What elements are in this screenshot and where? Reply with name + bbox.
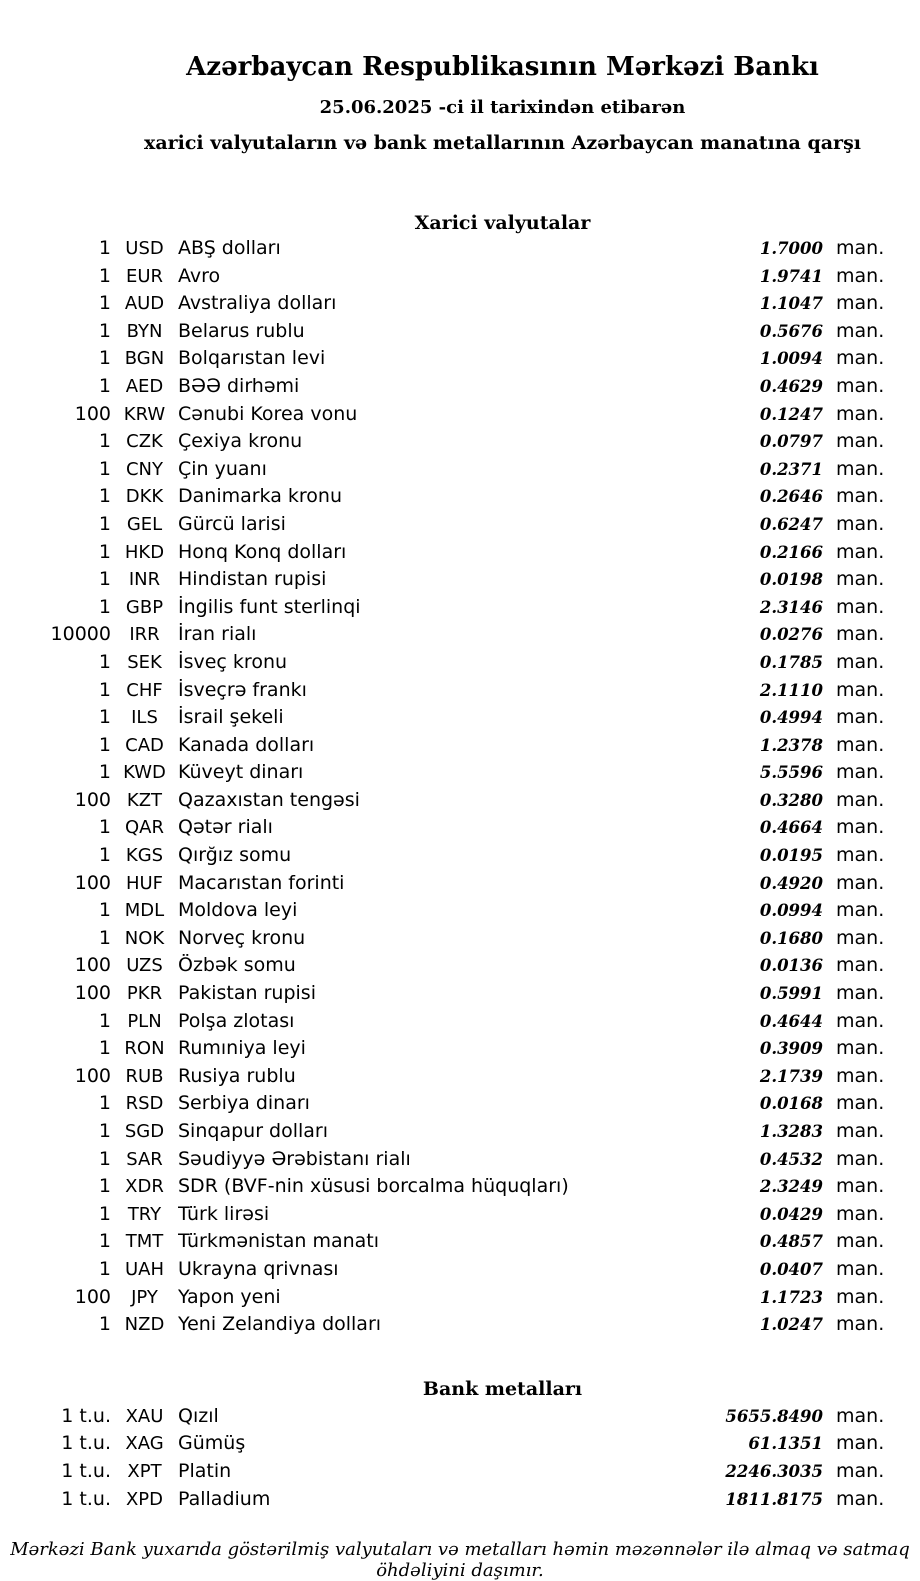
currency-unit: man. bbox=[836, 512, 885, 535]
currency-amount: 1 bbox=[98, 816, 111, 839]
currency-amount: 1 bbox=[98, 319, 111, 342]
currency-code: CNY bbox=[125, 458, 164, 480]
currency-name: Norveç kronu bbox=[178, 926, 306, 949]
currency-code: NOK bbox=[124, 927, 165, 949]
currency-rate: 0.4644 bbox=[759, 1011, 823, 1031]
currency-amount: 1 bbox=[98, 237, 111, 259]
currency-name: Danimarka kronu bbox=[178, 485, 343, 508]
currency-unit: man. bbox=[836, 816, 885, 839]
currency-rate: 2.1739 bbox=[759, 1066, 823, 1086]
currency-name: BƏƏ dirhəmi bbox=[178, 374, 300, 397]
currency-code: QAR bbox=[125, 817, 164, 839]
currency-unit: man. bbox=[836, 485, 885, 508]
currency-amount: 100 bbox=[74, 402, 111, 425]
currency-amount: 1 bbox=[98, 347, 111, 370]
currency-rate: 0.2646 bbox=[759, 487, 823, 507]
currency-unit: man. bbox=[836, 871, 885, 894]
currency-amount: 1 bbox=[98, 761, 111, 784]
currency-code: XDR bbox=[125, 1176, 164, 1198]
currency-code: BGN bbox=[124, 348, 165, 370]
currency-code: INR bbox=[128, 569, 161, 591]
currency-amount: 1 bbox=[98, 1037, 111, 1060]
currency-name: ABŞ dolları bbox=[178, 237, 281, 259]
currency-amount: 1 bbox=[98, 568, 111, 591]
currency-rate: 1.0094 bbox=[759, 349, 823, 369]
currency-rate: 0.0198 bbox=[759, 570, 823, 590]
currency-row bbox=[0, 428, 886, 456]
metal-code: XAG bbox=[125, 1433, 164, 1455]
currency-row bbox=[0, 814, 886, 842]
currency-unit: man. bbox=[836, 374, 885, 397]
currency-unit: man. bbox=[836, 1257, 885, 1280]
currency-rate: 5.5596 bbox=[759, 763, 823, 783]
metal-name: Gümüş bbox=[178, 1432, 246, 1455]
currency-row bbox=[0, 263, 886, 291]
currency-rate: 0.2371 bbox=[759, 459, 823, 479]
currency-rate: 0.0136 bbox=[759, 956, 823, 976]
currency-row bbox=[0, 1284, 886, 1312]
currency-unit: man. bbox=[836, 595, 885, 618]
currency-unit: man. bbox=[836, 1313, 885, 1336]
currency-name: Ukrayna qrivnası bbox=[178, 1257, 339, 1280]
currency-unit: man. bbox=[836, 540, 885, 563]
currency-name: Sinqapur dolları bbox=[178, 1120, 329, 1142]
page-subtitle: xarici valyutaların və bank metallarının Azərbaycan manatına qarşı bbox=[144, 132, 861, 154]
metal-name: Palladium bbox=[178, 1487, 271, 1510]
currency-unit: man. bbox=[836, 264, 885, 287]
currency-rate: 0.0195 bbox=[759, 846, 823, 866]
currency-row bbox=[0, 952, 886, 980]
currency-unit: man. bbox=[836, 1092, 885, 1115]
currency-name: Avro bbox=[178, 264, 221, 287]
currencies-table bbox=[0, 235, 920, 1339]
currency-name: Bolqarıstan levi bbox=[178, 347, 326, 370]
metal-rate: 5655.8490 bbox=[725, 1406, 823, 1426]
currency-rate: 1.1047 bbox=[759, 294, 823, 314]
currency-code: KWD bbox=[123, 762, 166, 784]
currency-unit: man. bbox=[836, 457, 885, 480]
currency-amount: 1 bbox=[98, 430, 111, 453]
currency-name: Yapon yeni bbox=[178, 1285, 281, 1308]
currency-rate: 1.0247 bbox=[759, 1315, 823, 1335]
currency-unit: man. bbox=[836, 1285, 885, 1308]
currency-amount: 100 bbox=[74, 954, 111, 977]
currency-code: RUB bbox=[125, 1065, 164, 1087]
disclaimer-text: Mərkəzi Bank yuxarıda göstərilmiş valyutaları və metalları həmin məzənnələr ilə almaq və satmaq öhdəliyini daşımır. bbox=[10, 1539, 910, 1581]
currency-name: İsveçrə frankı bbox=[178, 678, 307, 701]
currency-unit: man. bbox=[836, 678, 885, 701]
currency-rate: 0.0168 bbox=[759, 1094, 823, 1114]
currency-unit: man. bbox=[836, 402, 885, 425]
metal-name: Platin bbox=[178, 1459, 232, 1482]
currency-rate: 0.1680 bbox=[759, 928, 823, 948]
metal-row bbox=[0, 1458, 886, 1486]
currency-name: Qazaxıstan tengəsi bbox=[178, 788, 360, 811]
currency-amount: 1 bbox=[98, 678, 111, 701]
currency-amount: 100 bbox=[74, 1285, 111, 1308]
currency-row bbox=[0, 1173, 886, 1201]
currency-code: TRY bbox=[127, 1203, 162, 1225]
currency-name: Küveyt dinarı bbox=[178, 761, 304, 784]
metal-amount: 1 t.u. bbox=[61, 1432, 111, 1455]
currency-rate: 0.4664 bbox=[759, 818, 823, 838]
currency-amount: 100 bbox=[74, 982, 111, 1005]
currency-row bbox=[0, 594, 886, 622]
metal-row bbox=[0, 1430, 886, 1458]
currency-amount: 100 bbox=[74, 871, 111, 894]
currency-name: İran rialı bbox=[178, 623, 257, 646]
currency-amount: 10000 bbox=[50, 623, 111, 646]
currency-code: SGD bbox=[124, 1121, 165, 1142]
currency-row bbox=[0, 842, 886, 870]
currency-amount: 1 bbox=[98, 1092, 111, 1115]
currency-row bbox=[0, 649, 886, 677]
currency-unit: man. bbox=[836, 982, 885, 1005]
currency-amount: 1 bbox=[98, 374, 111, 397]
currency-row bbox=[0, 1146, 886, 1174]
currency-unit: man. bbox=[836, 347, 885, 370]
currency-code: PLN bbox=[127, 1010, 162, 1032]
currency-amount: 1 bbox=[98, 264, 111, 287]
currency-row bbox=[0, 345, 886, 373]
currency-name: Moldova leyi bbox=[178, 899, 298, 922]
currency-code: AUD bbox=[124, 293, 165, 315]
currency-row bbox=[0, 483, 886, 511]
currency-unit: man. bbox=[836, 1009, 885, 1032]
currency-unit: man. bbox=[836, 788, 885, 811]
currency-unit: man. bbox=[836, 761, 885, 784]
currency-row bbox=[0, 1035, 886, 1063]
currency-unit: man. bbox=[836, 926, 885, 949]
currency-code: HKD bbox=[124, 541, 165, 563]
currency-unit: man. bbox=[836, 899, 885, 922]
currency-unit: man. bbox=[836, 733, 885, 756]
currency-rate: 0.4920 bbox=[759, 873, 823, 893]
page-header bbox=[85, 0, 920, 155]
currency-rate: 0.4532 bbox=[759, 1149, 823, 1169]
currency-name: İsveç kronu bbox=[178, 650, 288, 673]
currency-name: SDR (BVF-nin xüsusi borcalma hüquqları) bbox=[178, 1175, 569, 1198]
metal-name: Qızıl bbox=[178, 1404, 219, 1427]
currency-rate: 0.0797 bbox=[759, 432, 823, 452]
currency-unit: man. bbox=[836, 954, 885, 977]
metal-amount: 1 t.u. bbox=[61, 1404, 111, 1427]
currency-rate: 0.4994 bbox=[759, 708, 823, 728]
currency-name: Belarus rublu bbox=[178, 319, 305, 342]
currency-rate: 0.2166 bbox=[759, 542, 823, 562]
currency-unit: man. bbox=[836, 1120, 885, 1142]
currency-row bbox=[0, 677, 886, 705]
currency-rate: 0.5991 bbox=[759, 984, 823, 1004]
currency-code: SAR bbox=[126, 1148, 163, 1170]
currency-name: Pakistan rupisi bbox=[178, 982, 316, 1005]
currency-code: IRR bbox=[129, 624, 160, 646]
currency-rate: 1.2378 bbox=[759, 735, 823, 755]
currency-row bbox=[0, 870, 886, 898]
currency-rate: 0.1785 bbox=[759, 652, 823, 672]
metal-amount: 1 t.u. bbox=[61, 1459, 111, 1482]
currency-row bbox=[0, 1311, 886, 1339]
metal-unit: man. bbox=[836, 1459, 885, 1482]
currency-code: EUR bbox=[125, 265, 164, 287]
currency-code: NZD bbox=[124, 1314, 165, 1336]
currency-code: GEL bbox=[126, 513, 163, 535]
currency-name: Özbək somu bbox=[178, 954, 296, 977]
currency-unit: man. bbox=[836, 1064, 885, 1087]
currency-amount: 1 bbox=[98, 595, 111, 618]
currency-rate: 0.3280 bbox=[759, 790, 823, 810]
currency-amount: 1 bbox=[98, 457, 111, 480]
currency-name: Qətər rialı bbox=[178, 816, 273, 839]
metal-unit: man. bbox=[836, 1487, 885, 1510]
currency-code: KZT bbox=[126, 789, 163, 811]
currency-row bbox=[0, 1118, 886, 1146]
currency-code: CZK bbox=[126, 431, 163, 453]
currency-name: Macarıstan forinti bbox=[178, 871, 345, 894]
currency-amount: 1 bbox=[98, 1175, 111, 1198]
currency-amount: 1 bbox=[98, 1313, 111, 1336]
currency-row bbox=[0, 511, 886, 539]
currency-unit: man. bbox=[836, 237, 885, 259]
currency-row bbox=[0, 980, 886, 1008]
page-title: Azərbaycan Respublikasının Mərkəzi Bankı bbox=[186, 52, 819, 82]
currency-code: TMT bbox=[125, 1231, 164, 1253]
currency-code: PKR bbox=[126, 983, 163, 1005]
currency-name: Türk lirəsi bbox=[178, 1202, 270, 1225]
currency-code: UAH bbox=[124, 1258, 165, 1280]
currency-code: JPY bbox=[131, 1286, 158, 1308]
currency-row bbox=[0, 566, 886, 594]
currency-name: Çexiya kronu bbox=[178, 430, 303, 453]
currency-unit: man. bbox=[836, 568, 885, 591]
currency-unit: man. bbox=[836, 1037, 885, 1060]
currency-name: Polşa zlotası bbox=[178, 1009, 295, 1032]
currency-code: CAD bbox=[125, 734, 164, 756]
currency-rate: 0.5676 bbox=[759, 321, 823, 341]
currency-name: Avstraliya dolları bbox=[178, 292, 337, 315]
metal-amount: 1 t.u. bbox=[61, 1487, 111, 1510]
currency-name: Qırğız somu bbox=[178, 844, 292, 867]
currency-amount: 100 bbox=[74, 1064, 111, 1087]
currencies-section-title: Xarici valyutalar bbox=[414, 212, 591, 234]
currency-amount: 1 bbox=[98, 926, 111, 949]
currency-row bbox=[0, 925, 886, 953]
currency-row bbox=[0, 539, 886, 567]
currency-row bbox=[0, 318, 886, 346]
currency-code: ILS bbox=[131, 707, 158, 729]
currency-name: Cənubi Korea vonu bbox=[178, 402, 358, 425]
metal-code: XAU bbox=[125, 1405, 164, 1427]
currency-amount: 1 bbox=[98, 292, 111, 315]
currency-row bbox=[0, 897, 886, 925]
currency-row bbox=[0, 759, 886, 787]
currency-rate: 2.3146 bbox=[759, 597, 823, 617]
currency-code: UZS bbox=[126, 955, 163, 977]
currency-name: İngilis funt sterlinqi bbox=[178, 595, 361, 618]
currency-row bbox=[0, 235, 886, 263]
currency-code: HUF bbox=[125, 872, 164, 894]
currency-row bbox=[0, 732, 886, 760]
currency-amount: 1 bbox=[98, 899, 111, 922]
currency-unit: man. bbox=[836, 1147, 885, 1170]
currency-unit: man. bbox=[836, 1202, 885, 1225]
currency-code: SEK bbox=[127, 651, 162, 673]
currency-row bbox=[0, 621, 886, 649]
currency-rate: 1.7000 bbox=[759, 239, 823, 258]
currency-amount: 100 bbox=[74, 788, 111, 811]
currency-unit: man. bbox=[836, 430, 885, 453]
currency-code: CHF bbox=[126, 679, 163, 701]
currency-code: KRW bbox=[123, 403, 166, 425]
currency-unit: man. bbox=[836, 292, 885, 315]
currency-amount: 1 bbox=[98, 1257, 111, 1280]
currency-amount: 1 bbox=[98, 1120, 111, 1142]
currency-name: Gürcü larisi bbox=[178, 512, 286, 535]
currency-unit: man. bbox=[836, 623, 885, 646]
currency-amount: 1 bbox=[98, 844, 111, 867]
currency-row bbox=[0, 787, 886, 815]
metals-section-title: Bank metalları bbox=[422, 1377, 583, 1400]
currency-rate: 0.0407 bbox=[759, 1259, 823, 1279]
currency-code: USD bbox=[125, 238, 164, 259]
currency-rate: 1.9741 bbox=[759, 266, 823, 286]
currency-name: Rusiya rublu bbox=[178, 1064, 296, 1087]
currency-amount: 1 bbox=[98, 1230, 111, 1253]
currency-rate: 0.0429 bbox=[759, 1204, 823, 1224]
currency-code: MDL bbox=[124, 900, 165, 922]
currency-name: Rumıniya leyi bbox=[178, 1037, 306, 1060]
currency-rate: 2.1110 bbox=[759, 680, 823, 700]
currency-name: Hindistan rupisi bbox=[178, 568, 327, 591]
currency-name: Yeni Zelandiya dolları bbox=[178, 1313, 382, 1336]
currency-name: Honq Konq dolları bbox=[178, 540, 347, 563]
currency-unit: man. bbox=[836, 319, 885, 342]
currency-unit: man. bbox=[836, 650, 885, 673]
currency-name: İsrail şekeli bbox=[178, 706, 284, 729]
currency-rate: 0.6247 bbox=[759, 514, 823, 534]
metal-unit: man. bbox=[836, 1432, 885, 1455]
currency-row bbox=[0, 1008, 886, 1036]
currency-amount: 1 bbox=[98, 540, 111, 563]
metal-rate: 2246.3035 bbox=[725, 1461, 823, 1481]
currency-rate: 0.4857 bbox=[759, 1232, 823, 1252]
metal-rate: 61.1351 bbox=[748, 1434, 823, 1454]
currency-amount: 1 bbox=[98, 733, 111, 756]
metal-code: XPT bbox=[127, 1460, 162, 1482]
currency-rate: 0.4629 bbox=[759, 376, 823, 396]
currency-rate: 0.3909 bbox=[759, 1039, 823, 1059]
currency-row bbox=[0, 290, 886, 318]
currency-row bbox=[0, 1201, 886, 1229]
currency-amount: 1 bbox=[98, 1147, 111, 1170]
currency-code: AED bbox=[125, 375, 164, 397]
currency-rate: 0.0276 bbox=[759, 625, 823, 645]
currency-code: GBP bbox=[125, 596, 164, 618]
currency-row bbox=[0, 1228, 886, 1256]
metal-code: XPD bbox=[125, 1488, 164, 1510]
currency-amount: 1 bbox=[98, 1009, 111, 1032]
metal-row bbox=[0, 1486, 886, 1514]
currency-row bbox=[0, 373, 886, 401]
currency-row bbox=[0, 1256, 886, 1284]
currency-amount: 1 bbox=[98, 485, 111, 508]
currency-code: RON bbox=[124, 1038, 165, 1060]
currency-rate: 2.3249 bbox=[759, 1177, 823, 1197]
currency-amount: 1 bbox=[98, 1202, 111, 1225]
currency-code: RSD bbox=[125, 1093, 164, 1115]
currency-amount: 1 bbox=[98, 512, 111, 535]
currency-rate: 0.0994 bbox=[759, 901, 823, 921]
currency-name: Serbiya dinarı bbox=[178, 1092, 310, 1115]
metal-unit: man. bbox=[836, 1404, 885, 1427]
currency-row bbox=[0, 401, 886, 429]
currency-row bbox=[0, 1090, 886, 1118]
currency-unit: man. bbox=[836, 1230, 885, 1253]
currency-rate: 1.1723 bbox=[759, 1287, 823, 1307]
currency-unit: man. bbox=[836, 706, 885, 729]
currency-row bbox=[0, 704, 886, 732]
currency-amount: 1 bbox=[98, 650, 111, 673]
metal-row bbox=[0, 1403, 886, 1431]
metals-table bbox=[0, 1403, 920, 1513]
metal-rate: 1811.8175 bbox=[725, 1489, 823, 1509]
currency-unit: man. bbox=[836, 844, 885, 867]
currency-unit: man. bbox=[836, 1175, 885, 1198]
currency-row bbox=[0, 1063, 886, 1091]
currency-code: KGS bbox=[125, 845, 164, 867]
currency-amount: 1 bbox=[98, 706, 111, 729]
currency-name: Çin yuanı bbox=[178, 457, 267, 480]
currency-rate: 0.1247 bbox=[759, 404, 823, 424]
currency-name: Kanada dolları bbox=[178, 733, 315, 756]
currency-name: Türkmənistan manatı bbox=[178, 1230, 380, 1253]
currency-rate: 1.3283 bbox=[759, 1122, 823, 1141]
effective-date: 25.06.2025 -ci il tarixindən etibarən bbox=[319, 97, 686, 118]
currency-code: BYN bbox=[126, 320, 163, 342]
currency-row bbox=[0, 456, 886, 484]
currency-code: DKK bbox=[125, 486, 164, 508]
currency-name: Səudiyyə Ərəbistanı rialı bbox=[178, 1147, 411, 1170]
